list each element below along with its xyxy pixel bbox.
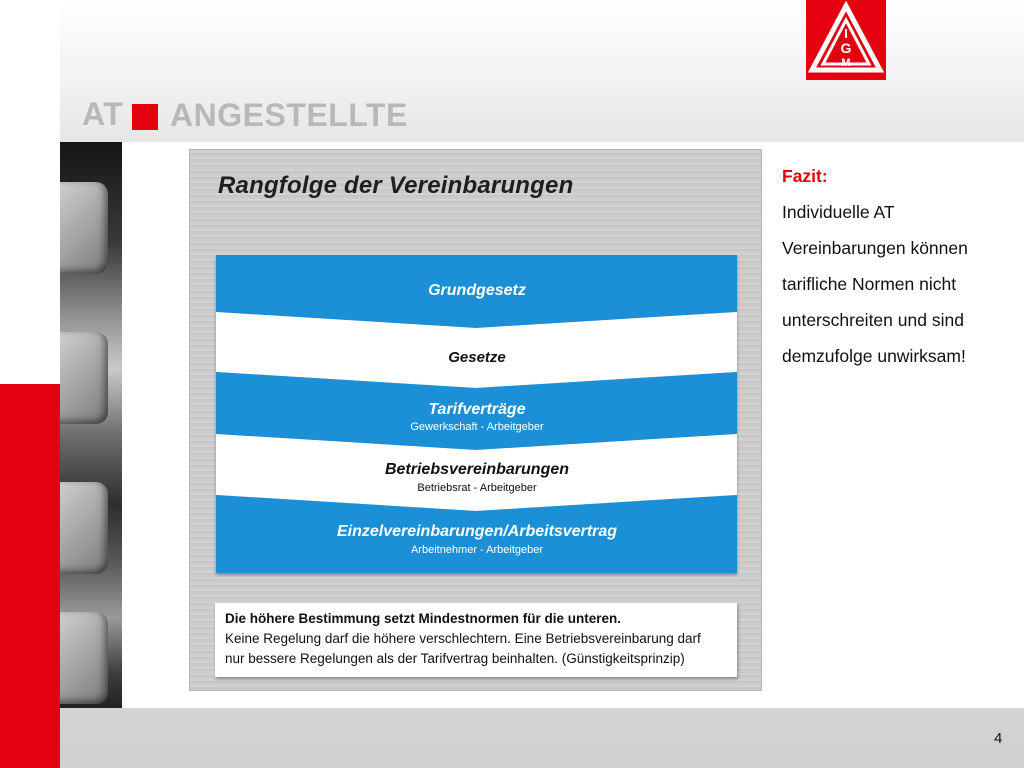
keyboard-key-shape [60, 182, 108, 274]
fazit-line: demzufolge unwirksam! [782, 346, 966, 366]
keyboard-key-shape [60, 332, 108, 424]
principle-note-line: nur bessere Regelungen als der Tarifvertrag beinhalten. (Günstigkeitsprinzip) [225, 651, 685, 666]
level-tarifvertraege-sublabel: Gewerkschaft - Arbeitgeber [410, 421, 544, 433]
keyboard-photo-strip [60, 142, 122, 708]
level-tarifvertraege-label: Tarifverträge [428, 401, 526, 418]
level-betriebsvereinbarungen-label: Betriebsvereinbarungen [384, 461, 570, 478]
footer-background [60, 708, 1024, 768]
figure-title: Rangfolge der Vereinbarungen [218, 172, 574, 199]
fazit-title: Fazit: [782, 166, 828, 186]
ig-metall-logo-icon [806, 0, 886, 80]
svg-text:I: I [844, 26, 848, 41]
fazit-block [782, 158, 1012, 374]
principle-note-box [215, 603, 737, 677]
keyboard-key-shape [60, 612, 108, 704]
page-number: 4 [994, 730, 1003, 747]
principle-note-heading: Die höhere Bestimmung setzt Mindestnormen für die unteren. [225, 611, 622, 626]
red-accent-bar [0, 384, 60, 768]
level-einzelvereinbarungen-label: Einzelvereinbarungen/Arbeitsvertrag [336, 523, 618, 540]
level-einzelvereinbarungen-sublabel: Arbeitnehmer - Arbeitgeber [410, 544, 544, 556]
title-red-square [132, 104, 158, 130]
keyboard-key-shape [60, 482, 108, 574]
fazit-line: Individuelle AT [782, 202, 895, 222]
fazit-line: Vereinbarungen können [782, 238, 968, 258]
svg-text:M: M [841, 57, 851, 69]
level-gesetze-label: Gesetze [448, 349, 506, 366]
title-prefix: AT [82, 96, 124, 132]
fazit-line: tarifliche Normen nicht [782, 274, 957, 294]
level-betriebsvereinbarungen-sublabel: Betriebsrat - Arbeitgeber [417, 482, 537, 494]
level-grundgesetz-label: Grundgesetz [428, 282, 526, 299]
svg-text:G: G [840, 40, 852, 56]
hierarchy-figure [190, 150, 761, 690]
fazit-line: unterschreiten und sind [782, 310, 964, 330]
page-title: ANGESTELLTE [170, 97, 408, 133]
principle-note-line: Keine Regelung darf die höhere verschlechtern. Eine Betriebsvereinbarung darf [225, 631, 701, 646]
